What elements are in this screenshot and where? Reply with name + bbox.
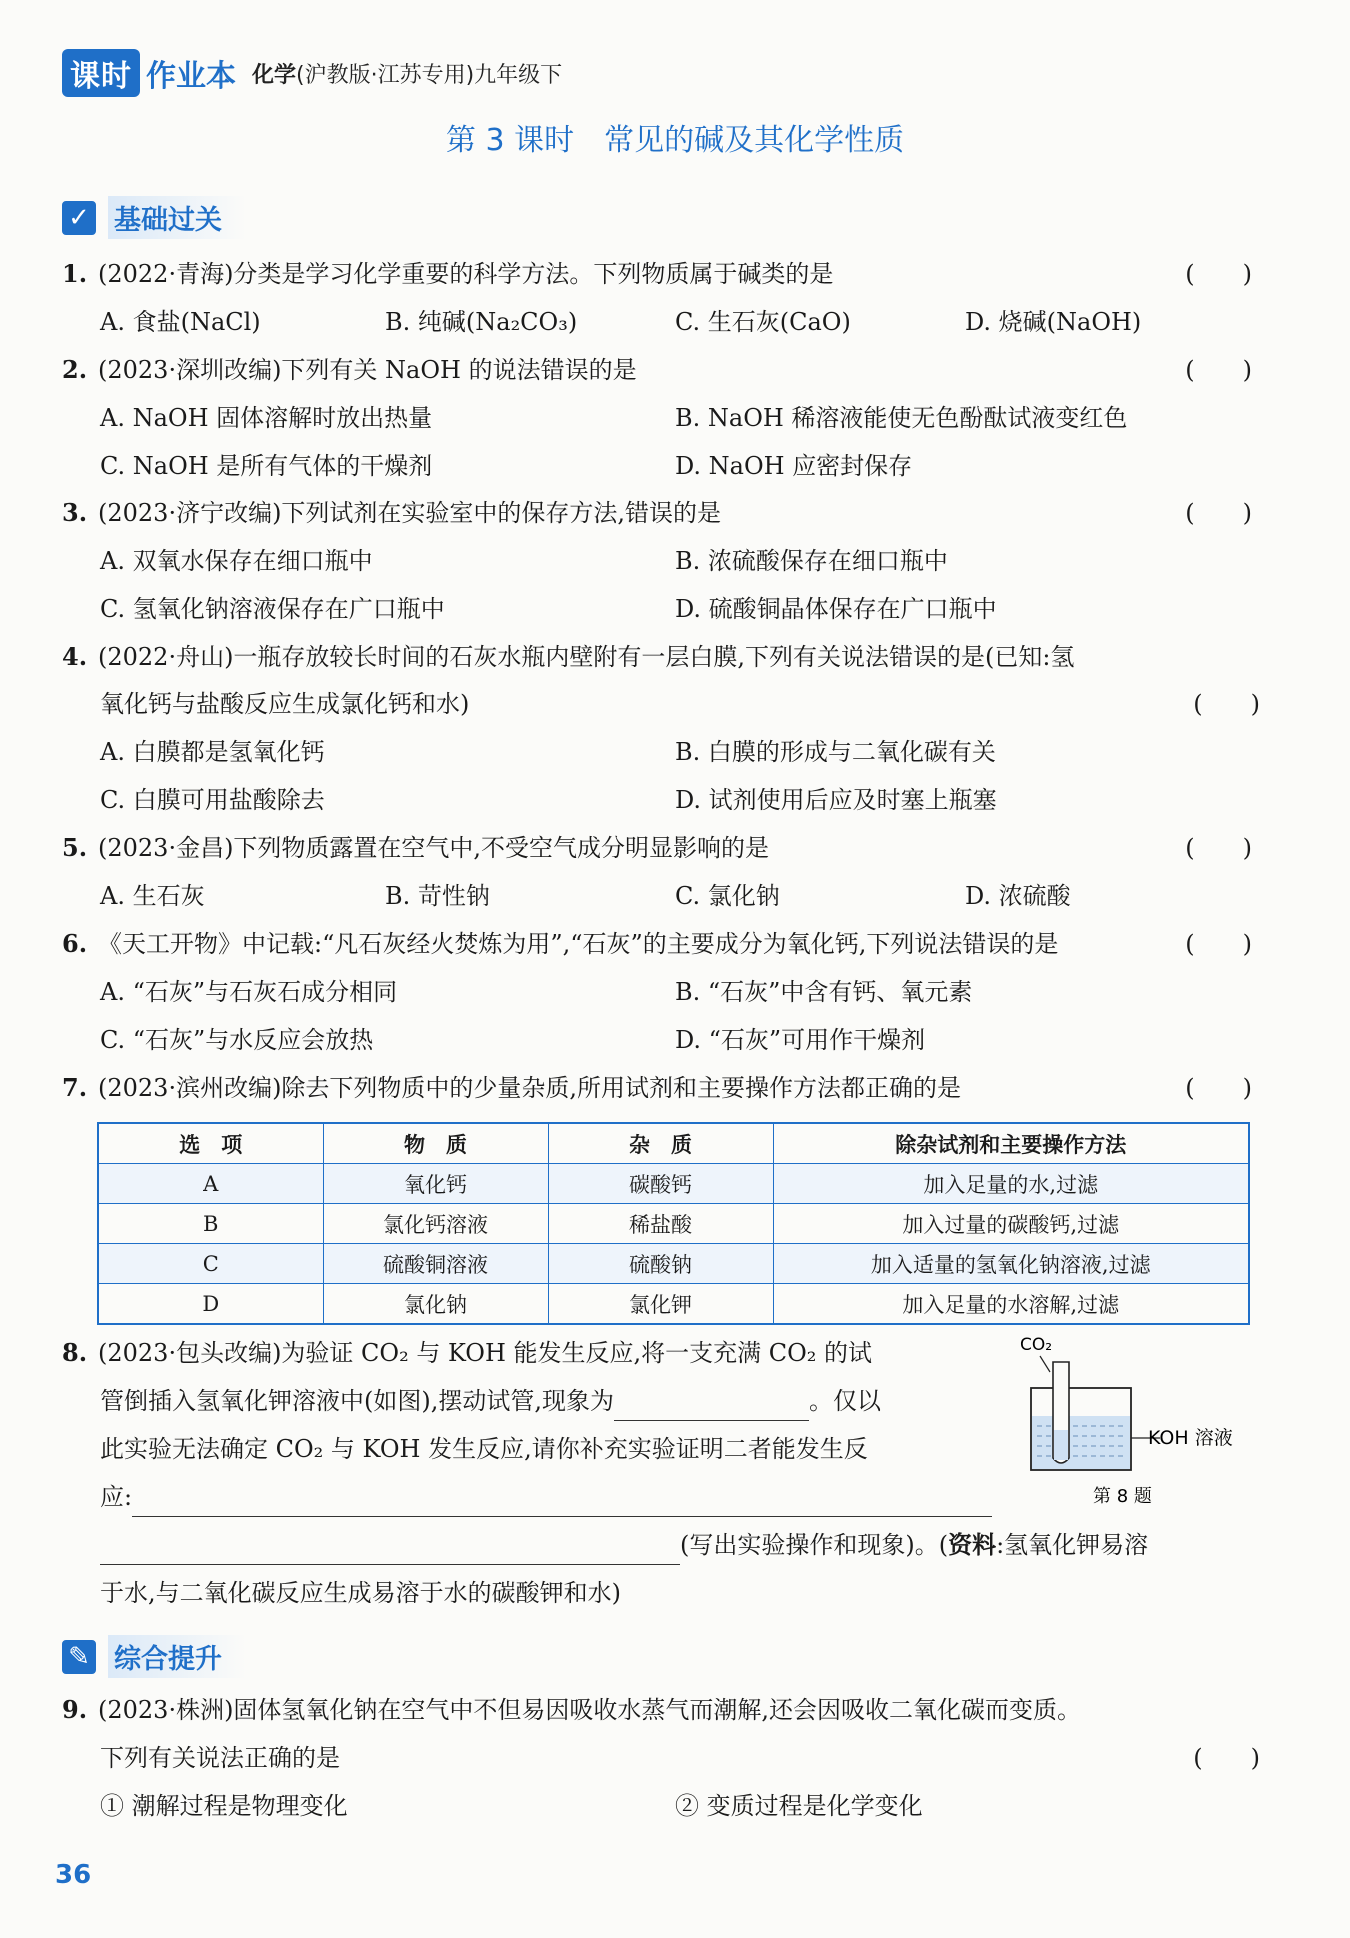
question-2-options [100,398,1260,488]
table-row [98,1284,1249,1325]
question-2 [62,350,1252,390]
table-cell: 氯化钙溶液 [323,1204,548,1244]
question-4-options [100,732,1260,822]
answer-blank[interactable]: ( ) [1185,260,1252,288]
question-8-line2 [100,1381,1010,1421]
experiment-figure [1015,1330,1255,1510]
answer-blank[interactable]: ( ) [1185,930,1252,958]
option-a: A. 白膜都是氢氧化钙 [100,738,325,766]
answer-blank[interactable]: ( ) [1185,834,1252,862]
question-stem: 《天工开物》中记载:“凡石灰经火焚炼为用”,“石灰”的主要成分为氧化钙,下列说法错误的是 [98,930,1059,958]
option-c: C. “石灰”与水反应会放热 [100,1026,374,1054]
question-number: 8. [62,1338,88,1367]
table-cell: A [98,1164,323,1204]
question-stem-cont: 。仅以 [808,1387,881,1415]
section-basic-title: 基础过关 [108,196,246,239]
section-basic [62,196,246,239]
answer-fill-blank[interactable] [100,1534,680,1565]
question-3 [62,493,1252,533]
lesson-title: 第 3 课时 常见的碱及其化学性质 [445,123,905,158]
question-stem-cont: :氢氧化钾易溶 [996,1531,1149,1559]
option-d: D. “石灰”可用作干燥剂 [675,1026,926,1054]
question-stem: (2023·株洲)固体氢氧化钠在空气中不但易因吸收水蒸气而潮解,还会因吸收二氧化碳而变质。 [98,1696,1082,1724]
option-b: B. 纯碱(Na₂CO₃) [385,308,578,336]
option-b: B. “石灰”中含有钙、氧元素 [675,978,973,1006]
option-a: A. 生石灰 [100,882,205,910]
question-8-line4 [100,1477,1010,1517]
option-a: A. NaOH 固体溶解时放出热量 [100,404,433,432]
option-c: C. 生石灰(CaO) [675,308,851,336]
statement-2: ② 变质过程是化学变化 [675,1792,923,1820]
option-d: D. 试剂使用后应及时塞上瓶塞 [675,786,997,814]
question-stem-cont: 应: [100,1483,133,1511]
question-8-line6 [100,1573,1260,1613]
question-number: 6. [62,929,88,958]
question-4-line2 [100,684,1260,724]
option-d: D. NaOH 应密封保存 [675,452,913,480]
table-cell: 氧化钙 [323,1164,548,1204]
question-number: 5. [62,833,88,862]
option-c: C. 氯化钠 [675,882,780,910]
question-8-line5 [100,1525,1260,1565]
table-row [98,1244,1249,1284]
section-advanced [62,1635,246,1678]
figure-gas-label: CO₂ [1020,1335,1053,1355]
table-header: 物 质 [323,1123,548,1164]
option-b: B. 苛性钠 [385,882,490,910]
question-number: 4. [62,642,88,671]
page-header [62,50,562,96]
question-number: 2. [62,355,88,384]
question-1-options [100,302,1260,342]
option-b: B. 浓硫酸保存在细口瓶中 [675,547,948,575]
table-header: 除杂试剂和主要操作方法 [773,1123,1249,1164]
answer-blank[interactable]: ( ) [1193,690,1260,718]
question-number: 1. [62,259,88,288]
table-cell: 加入足量的水,过滤 [773,1164,1249,1204]
option-a: A. “石灰”与石灰石成分相同 [100,978,398,1006]
question-stem-cont: 氧化钙与盐酸反应生成氯化钙和水) [100,690,470,718]
table-cell: 稀盐酸 [548,1204,773,1244]
question-stem-cont: 下列有关说法正确的是 [100,1744,340,1772]
question-stem-cont: 管倒插入氢氧化钾溶液中(如图),摆动试管,现象为 [100,1387,614,1415]
question-3-options [100,541,1260,631]
question-stem: (2023·济宁改编)下列试剂在实验室中的保存方法,错误的是 [98,499,722,527]
statement-1: ① 潮解过程是物理变化 [100,1792,348,1820]
table-cell: 碳酸钙 [548,1164,773,1204]
question-stem: (2023·深圳改编)下列有关 NaOH 的说法错误的是 [98,356,637,384]
table-cell: 加入足量的水溶解,过滤 [773,1284,1249,1325]
option-c: C. 氢氧化钠溶液保存在广口瓶中 [100,595,445,623]
answer-blank[interactable]: ( ) [1185,356,1252,384]
table-cell: D [98,1284,323,1325]
figure-caption: 第 8 题 [1093,1486,1152,1507]
pencil-icon: ✎ [62,1640,96,1674]
answer-blank[interactable]: ( ) [1193,1744,1260,1772]
table-cell: 氯化钾 [548,1284,773,1325]
answer-blank[interactable]: ( ) [1185,499,1252,527]
question-6-options [100,972,1260,1062]
table-cell: 硫酸钠 [548,1244,773,1284]
option-b: B. 白膜的形成与二氧化碳有关 [675,738,996,766]
question-4 [62,637,1252,677]
option-b: B. NaOH 稀溶液能使无色酚酞试液变红色 [675,404,1128,432]
question-6 [62,924,1252,964]
question-stem: (2023·包头改编)为验证 CO₂ 与 KOH 能发生反应,将一支充满 CO₂ 的试 [98,1339,873,1367]
table-header: 选 项 [98,1123,323,1164]
question-8-line3 [100,1429,1010,1469]
answer-fill-blank[interactable] [614,1390,809,1421]
question-stem: (2022·青海)分类是学习化学重要的科学方法。下列物质属于碱类的是 [98,260,834,288]
question-number: 3. [62,498,88,527]
option-d: D. 烧碱(NaOH) [965,308,1142,336]
table-cell: 氯化钠 [323,1284,548,1325]
option-c: C. NaOH 是所有气体的干燥剂 [100,452,433,480]
question-5-options [100,876,1260,916]
table-cell: C [98,1244,323,1284]
question-9-line2 [100,1738,1260,1778]
question-stem-cont: (写出实验操作和现象)。( [680,1531,949,1559]
question-9 [62,1690,1262,1730]
edition-text: (沪教版·江苏专用)九年级下 [296,62,563,88]
option-d: D. 硫酸铜晶体保存在广口瓶中 [675,595,997,623]
table-cell: B [98,1204,323,1244]
section-advanced-title: 综合提升 [108,1635,246,1678]
table-row [98,1164,1249,1204]
option-a: A. 双氧水保存在细口瓶中 [100,547,373,575]
question-5 [62,828,1252,868]
question-stem: (2022·舟山)一瓶存放较长时间的石灰水瓶内壁附有一层白膜,下列有关说法错误的是(已知:氢 [98,643,1075,671]
question-stem: (2023·金昌)下列物质露置在空气中,不受空气成分明显影响的是 [98,834,770,862]
question-1 [62,254,1252,294]
question-9-options [100,1786,1260,1826]
option-a: A. 食盐(NaCl) [100,308,261,336]
answer-blank[interactable]: ( ) [1185,1074,1252,1102]
question-8 [62,1333,1012,1373]
question-stem-cont: 此实验无法确定 CO₂ 与 KOH 发生反应,请你补充实验证明二者能发生反 [100,1435,868,1463]
brand-name: 作业本 [146,59,236,94]
table-cell: 加入过量的碳酸钙,过滤 [773,1204,1249,1244]
impurity-table [97,1122,1250,1325]
answer-fill-blank[interactable] [132,1486,992,1517]
option-c: C. 白膜可用盐酸除去 [100,786,325,814]
book-subtitle [252,58,562,89]
question-number: 7. [62,1073,88,1102]
table-cell: 硫酸铜溶液 [323,1244,548,1284]
subject-name: 化学 [252,62,297,88]
checkbox-icon: ✓ [62,201,96,235]
brand-logo: 课时 [62,49,140,97]
question-stem-cont: 于水,与二氧化碳反应生成易溶于水的碳酸钾和水) [100,1579,621,1607]
question-number: 9. [62,1695,88,1724]
page-number: 36 [55,1860,92,1890]
question-7 [62,1068,1252,1108]
table-cell: 加入适量的氢氧化钠溶液,过滤 [773,1244,1249,1284]
figure-solution-label: KOH 溶液 [1148,1427,1233,1449]
option-d: D. 浓硫酸 [965,882,1071,910]
table-header-row [98,1123,1249,1164]
note-label: 资料 [948,1531,997,1559]
table-row [98,1204,1249,1244]
question-stem: (2023·滨州改编)除去下列物质中的少量杂质,所用试剂和主要操作方法都正确的是 [98,1074,962,1102]
table-header: 杂 质 [548,1123,773,1164]
